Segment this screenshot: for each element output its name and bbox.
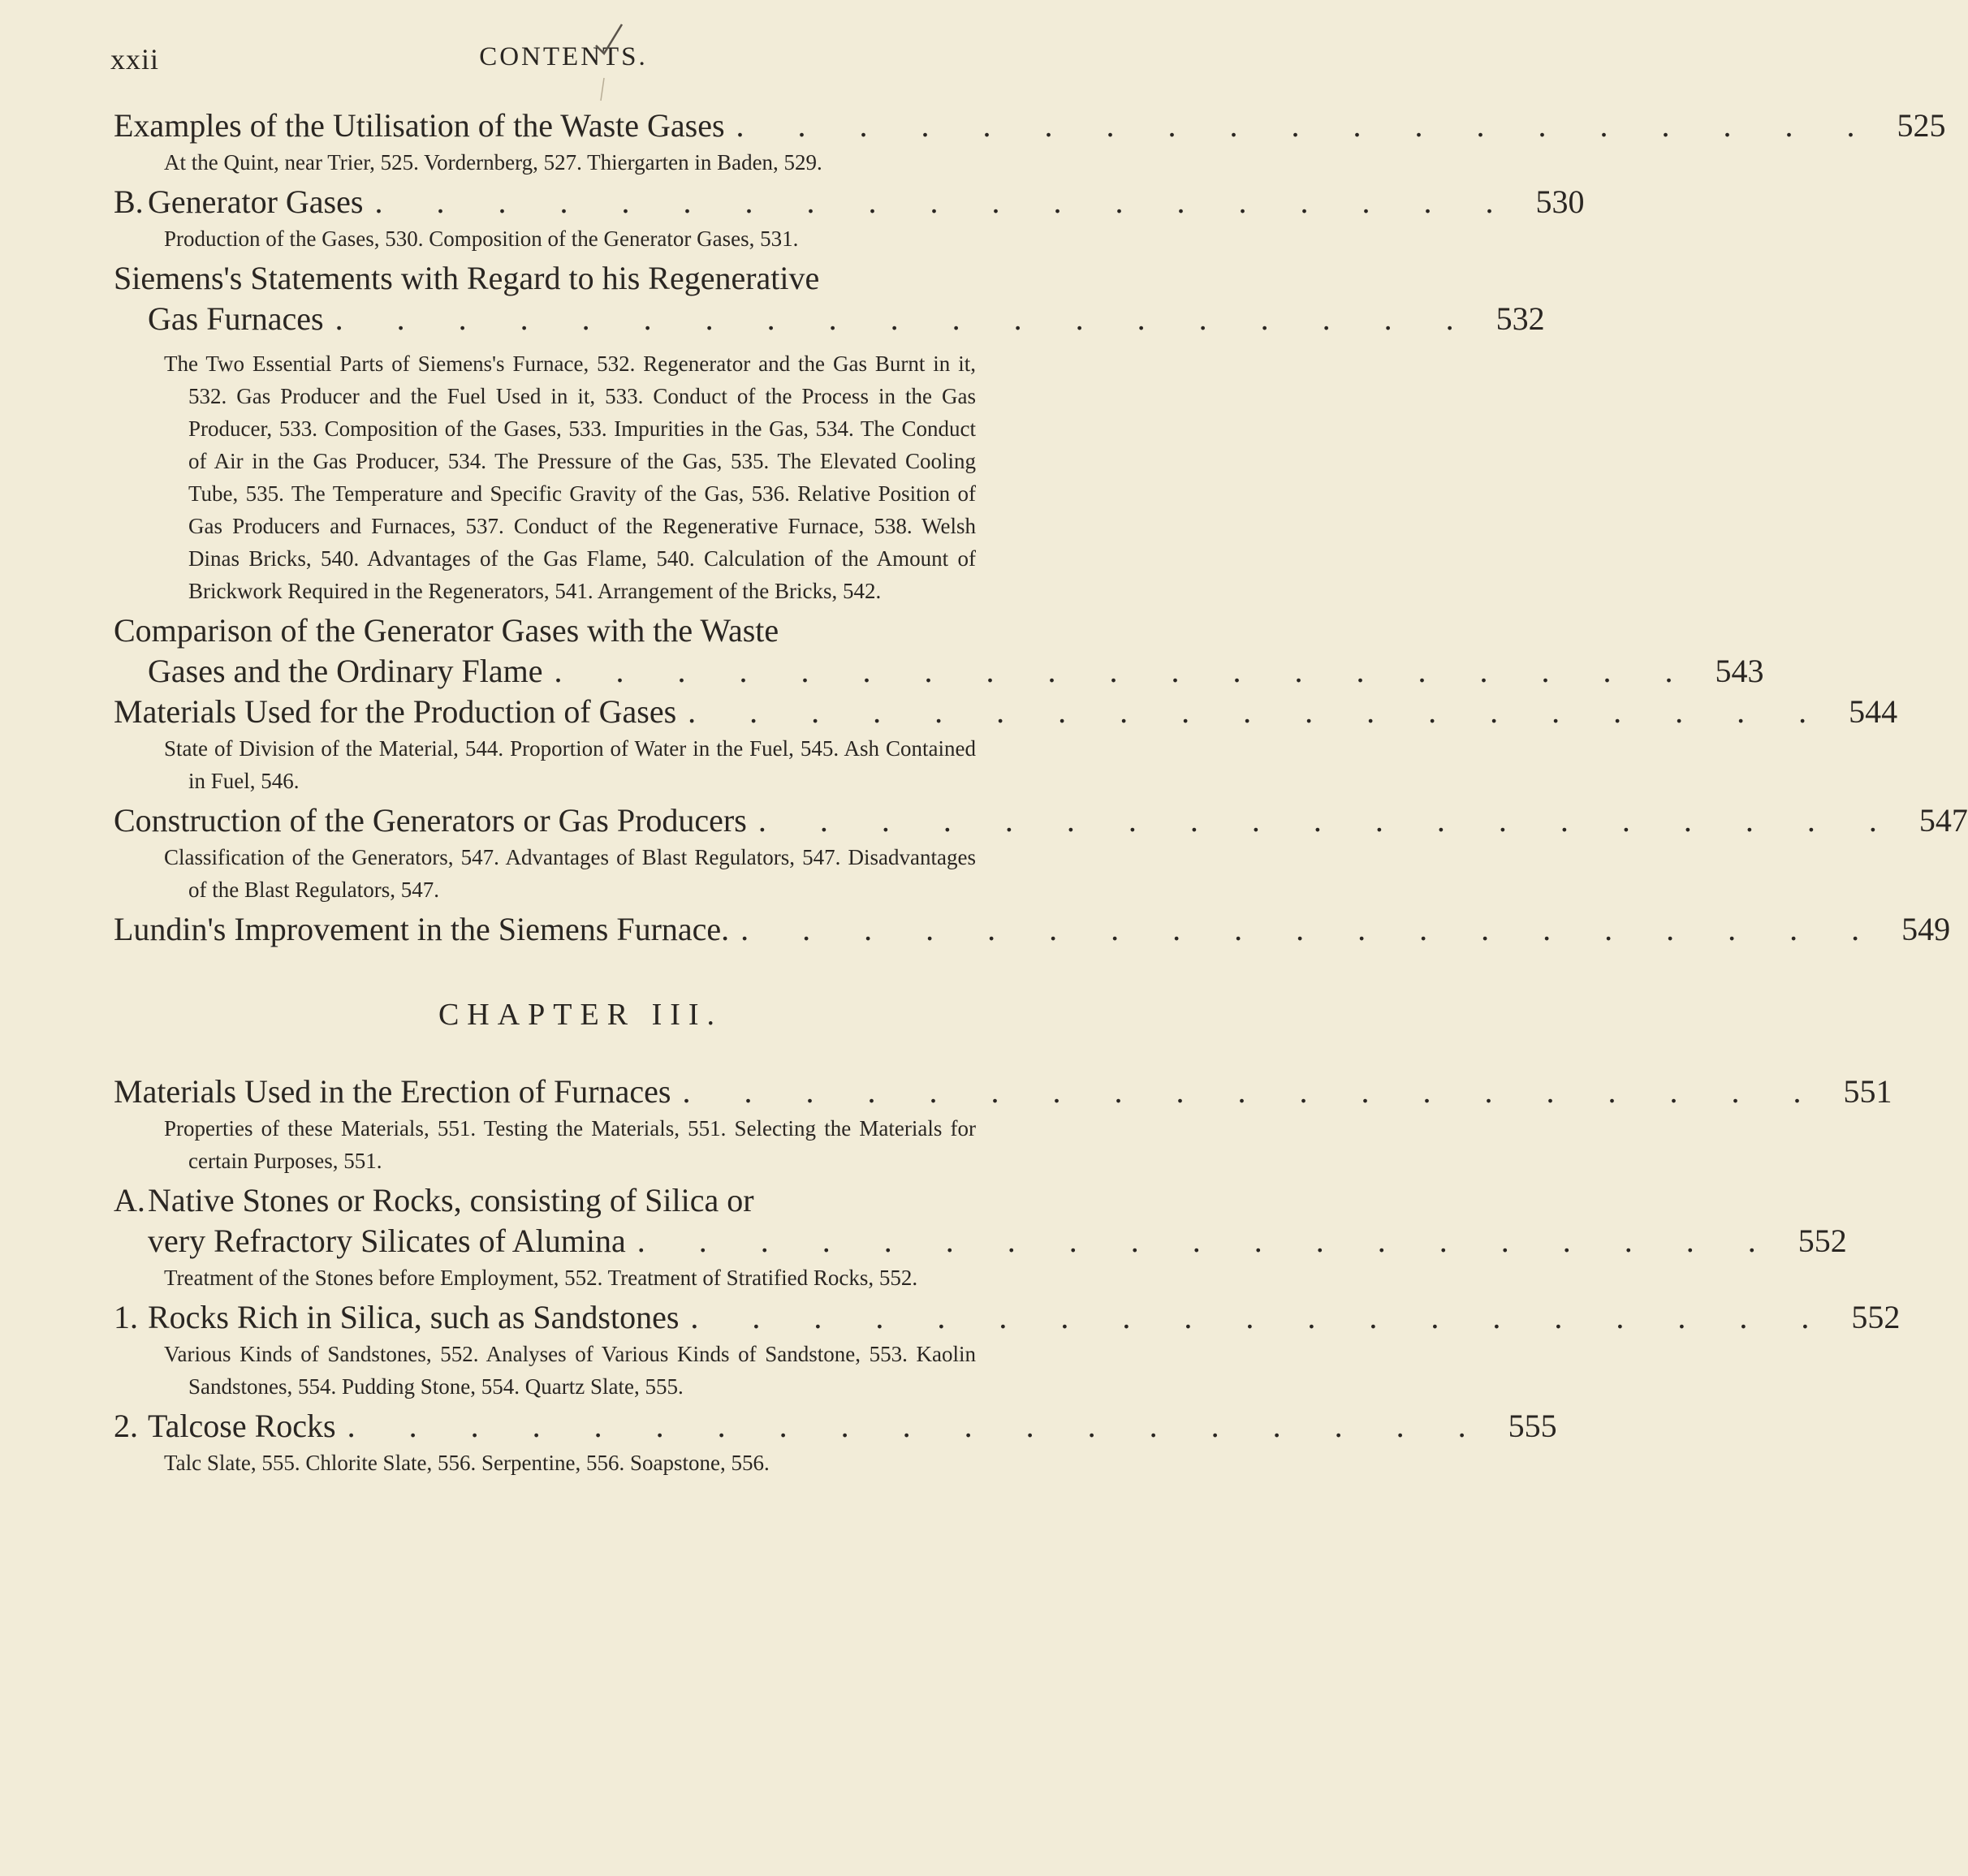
- entry-title: Talcose Rocks: [148, 1408, 336, 1444]
- chapter-heading: CHAPTER III.: [438, 998, 723, 1032]
- entry-title: Lundin's Improvement in the Siemens Furnace.: [114, 911, 730, 947]
- toc-entry: [114, 106, 1946, 179]
- entry-title-line-1: Siemens's Statements with Regard to his Regenerative: [114, 260, 820, 296]
- dot-leader: . . . . . . . . . . . . . . . . . . .: [690, 1299, 1832, 1335]
- entry-label: A.: [114, 1182, 145, 1218]
- dot-leader: . . . . . . . . . . . . . . . . . . .: [347, 1408, 1489, 1444]
- entry-subtopics: Properties of these Materials, 551. Testing the Materials, 551. Selecting the Materials for certain Purposes, 551.: [164, 1116, 976, 1173]
- dot-leader: . . . . . . . . . . . . . . . . . . .: [736, 107, 1878, 144]
- toc-entry: [114, 610, 1764, 692]
- entry-title-line-1: Native Stones or Rocks, consisting of Silica or: [148, 1182, 754, 1218]
- dot-leader: . . . . . . . . . . . . . . . . . . .: [554, 653, 1696, 689]
- entry-subtopics: Classification of the Generators, 547. Advantages of Blast Regulators, 547. Disadvantages of the Blast Regulators, 547.: [164, 845, 976, 902]
- toc-entry: [114, 909, 1951, 950]
- entry-page-number: 552: [1798, 1223, 1847, 1259]
- entry-title: Generator Gases: [148, 183, 364, 220]
- dot-leader: . . . . . . . . . . . . . . . . . . .: [740, 911, 1883, 947]
- dot-leader: . . . . . . . . . . . . . . . . . . .: [757, 802, 1900, 839]
- entry-title: Rocks Rich in Silica, such as Sandstones: [148, 1299, 680, 1335]
- pencil-check-mark-icon: [593, 21, 625, 102]
- entry-title: Examples of the Utilisation of the Waste Gases: [114, 107, 725, 144]
- entry-title: Construction of the Generators or Gas Producers: [114, 802, 747, 839]
- entry-title-line-2: very Refractory Silicates of Alumina: [148, 1223, 626, 1259]
- dot-leader: . . . . . . . . . . . . . . . . . . .: [334, 300, 1477, 337]
- entry-page-number: 544: [1849, 693, 1898, 730]
- entry-page-number: 525: [1897, 107, 1946, 144]
- entry-title-line-2: Gases and the Ordinary Flame: [148, 653, 543, 689]
- toc-entry: [114, 800, 1968, 906]
- entry-page-number: 530: [1535, 183, 1585, 220]
- entry-label: B.: [114, 183, 144, 220]
- entry-subtopics: At the Quint, near Trier, 525. Vordernberg, 527. Thiergarten in Baden, 529.: [164, 150, 822, 175]
- entry-page-number: 549: [1901, 911, 1951, 947]
- toc-entry: [114, 1297, 1901, 1403]
- toc-entry: [114, 1406, 1557, 1479]
- entry-page-number: 532: [1495, 300, 1545, 337]
- entry-page-number: 551: [1843, 1073, 1892, 1110]
- entry-page-number: 547: [1918, 802, 1968, 839]
- entry-subtopics: State of Division of the Material, 544. Proportion of Water in the Fuel, 545. Ash Contained in Fuel, 546.: [164, 736, 976, 793]
- running-head: CONTENTS.: [479, 42, 648, 71]
- entry-label: 2.: [114, 1408, 138, 1444]
- toc-entry: [114, 182, 1585, 255]
- entry-page-number: 552: [1851, 1299, 1901, 1335]
- dot-leader: . . . . . . . . . . . . . . . . . . .: [637, 1223, 1779, 1259]
- contents-list: [114, 106, 1968, 1482]
- entry-subtopics: Talc Slate, 555. Chlorite Slate, 556. Serpentine, 556. Soapstone, 556.: [164, 1451, 770, 1475]
- entry-subtopics: Production of the Gases, 530. Composition of the Generator Gases, 531.: [164, 226, 799, 251]
- dot-leader: . . . . . . . . . . . . . . . . . . .: [682, 1073, 1824, 1110]
- page-number: xxii: [110, 43, 160, 75]
- toc-entry: [114, 1180, 1847, 1294]
- entry-label: 1.: [114, 1299, 138, 1335]
- entry-title-line-2: Gas Furnaces: [148, 300, 324, 337]
- entry-subtopics: Treatment of the Stones before Employment, 552. Treatment of Stratified Rocks, 552.: [164, 1266, 918, 1290]
- toc-entry: [114, 258, 1545, 607]
- page-header: [110, 42, 1016, 78]
- entry-page-number: 543: [1715, 653, 1764, 689]
- entry-page-number: 555: [1508, 1408, 1557, 1444]
- entry-title: Materials Used for the Production of Gases: [114, 693, 677, 730]
- dot-leader: . . . . . . . . . . . . . . . . . . .: [688, 693, 1830, 730]
- entry-subtopics: The Two Essential Parts of Siemens's Furnace, 532. Regenerator and the Gas Burnt in it, 532. Gas Producer and the Fuel Used in it, 533. Conduct of the Process in the Gas Producer, 533. Composition of the Gases, 533. Impurities in the Gas, 534. The Conduct of Air in the Gas Producer, 534. The Pressure of the Gas, 535. The Elevated Cooling Tube, 535. The Temperature and Specific Gravity of the Gas, 536. Relative Position of Gas Producers and Furnaces, 537. Conduct of the Regenerative Furnace, 538. Welsh Dinas Bricks, 540. Advantages of the Gas Flame, 540. Calculation of the Amount of Brickwork Required in the Regenerators, 541. Arrangement of the Bricks, 542.: [164, 351, 976, 603]
- dot-leader: . . . . . . . . . . . . . . . . . . .: [374, 183, 1517, 220]
- entry-subtopics: Various Kinds of Sandstones, 552. Analyses of Various Kinds of Sandstone, 553. Kaolin Sandstones, 554. Pudding Stone, 554. Quartz Slate, 555.: [164, 1342, 976, 1399]
- toc-entry: [114, 692, 1898, 797]
- entry-title: Materials Used in the Erection of Furnaces: [114, 1073, 671, 1110]
- toc-entry: [114, 1072, 1892, 1177]
- entry-title-line-1: Comparison of the Generator Gases with the Waste: [114, 612, 779, 649]
